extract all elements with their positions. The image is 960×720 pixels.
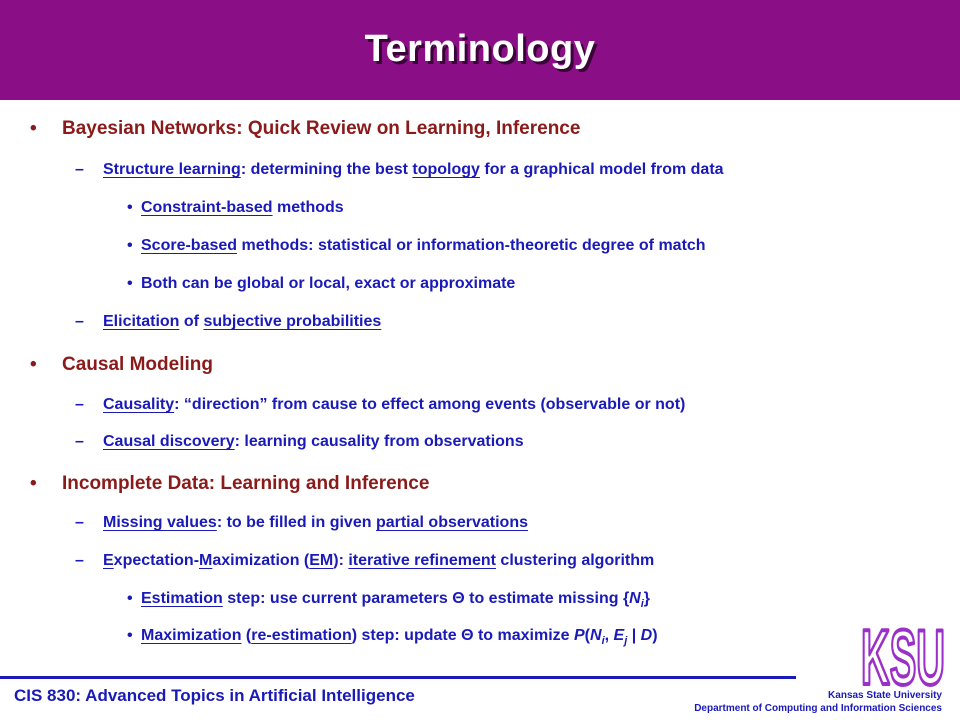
text-segment: : learning causality from observations <box>234 433 524 450</box>
dash-marker: – <box>75 396 84 413</box>
term-causality: Causality <box>103 396 175 413</box>
term-topology: topology <box>412 161 480 178</box>
footer-divider <box>0 676 796 679</box>
university-info <box>694 689 942 715</box>
text-segment: to estimate missing { <box>464 590 630 607</box>
sub-j: j <box>624 635 628 648</box>
text-segment: methods: statistical or information-theoretic degree of match <box>237 237 706 254</box>
term-subjective-probabilities: subjective probabilities <box>203 313 382 330</box>
term-e: E <box>103 552 114 569</box>
bullet-text: Causal Modeling <box>62 354 213 375</box>
term-estimation: Estimation <box>141 590 223 607</box>
text-segment: of <box>179 313 204 330</box>
bullet-marker: • <box>30 118 37 139</box>
term-score-based: Score-based <box>141 237 238 254</box>
text-segment: : “direction” from cause to effect among events (observable or not) <box>174 396 686 413</box>
bullet-bayesian-networks <box>30 118 581 140</box>
subbullet-elicitation <box>75 313 382 331</box>
term-partial-observations: partial observations <box>375 514 528 531</box>
var-n: N <box>629 590 641 607</box>
text-segment: methods <box>272 199 344 216</box>
text-segment: | <box>627 627 641 644</box>
text-segment: Both can be global or local, exact or approximate <box>141 275 516 292</box>
item-maximization <box>127 627 658 648</box>
ksu-logo <box>857 612 949 692</box>
subbullet-em <box>75 552 655 570</box>
text-segment: aximization ( <box>212 552 310 569</box>
bullet-marker: • <box>127 237 133 254</box>
term-causal-discovery: Causal discovery <box>103 433 235 450</box>
bullet-text: Bayesian Networks: Quick Review on Learning, Inference <box>62 118 581 139</box>
bullet-marker: • <box>30 473 37 494</box>
term-elicitation: Elicitation <box>103 313 180 330</box>
term-em: EM <box>309 552 334 569</box>
text-segment: clustering algorithm <box>495 552 655 569</box>
text-segment: : to be filled in given <box>216 514 376 531</box>
department-name: Department of Computing and Information Sciences <box>694 703 942 714</box>
subbullet-structure-learning <box>75 161 724 179</box>
text-segment: for a graphical model from data <box>479 161 724 178</box>
text-segment: xpectation- <box>113 552 200 569</box>
text-segment: : determining the best <box>240 161 413 178</box>
bullet-text: Incomplete Data: Learning and Inference <box>62 473 430 494</box>
sub-i: i <box>601 635 605 648</box>
subbullet-missing-values <box>75 514 528 532</box>
item-constraint-based <box>127 199 344 217</box>
text-segment: ): <box>333 552 349 569</box>
text-segment: to maximize <box>473 627 574 644</box>
term-missing-values: Missing values <box>103 514 217 531</box>
dash-marker: – <box>75 313 84 330</box>
text-segment: ) step: update <box>351 627 462 644</box>
dash-marker: – <box>75 514 84 531</box>
bullet-marker: • <box>30 354 37 375</box>
text-segment: } <box>643 590 651 607</box>
formula-n: N <box>590 627 602 644</box>
item-global-local <box>127 275 516 293</box>
slide-title: Terminology <box>364 28 596 70</box>
formula-p: P <box>574 627 585 644</box>
ksu-logo-text: KSU <box>861 613 945 692</box>
bullet-causal-modeling <box>30 354 213 376</box>
dash-marker: – <box>75 161 84 178</box>
formula-e: E <box>613 627 625 644</box>
term-iterative-refinement: iterative refinement <box>348 552 496 569</box>
bullet-marker: • <box>127 627 133 644</box>
text-segment: ( <box>241 627 252 644</box>
text-segment: ) <box>652 627 658 644</box>
subbullet-causality <box>75 396 686 414</box>
text-segment: step: use current parameters <box>222 590 453 607</box>
term-m: M <box>199 552 213 569</box>
term-re-estimation: re-estimation <box>251 627 352 644</box>
term-constraint-based: Constraint-based <box>141 199 273 216</box>
dash-marker: – <box>75 433 84 450</box>
dash-marker: – <box>75 552 84 569</box>
subbullet-causal-discovery <box>75 433 524 451</box>
term-maximization: Maximization <box>141 627 242 644</box>
university-name: Kansas State University <box>828 690 942 701</box>
item-estimation <box>127 590 651 611</box>
bullet-incomplete-data <box>30 473 430 495</box>
bullet-marker: • <box>127 199 133 216</box>
sub-i: i <box>640 598 644 611</box>
theta-symbol: Θ <box>452 590 465 607</box>
term-structure-learning: Structure learning <box>103 161 241 178</box>
text-segment: ( <box>584 627 590 644</box>
bullet-marker: • <box>127 275 133 292</box>
item-score-based <box>127 237 706 255</box>
bullet-marker: • <box>127 590 133 607</box>
course-title: CIS 830: Advanced Topics in Artificial Intelligence <box>14 686 415 705</box>
theta-symbol: Θ <box>461 627 474 644</box>
formula-d: D <box>640 627 653 644</box>
text-segment: , <box>604 627 614 644</box>
